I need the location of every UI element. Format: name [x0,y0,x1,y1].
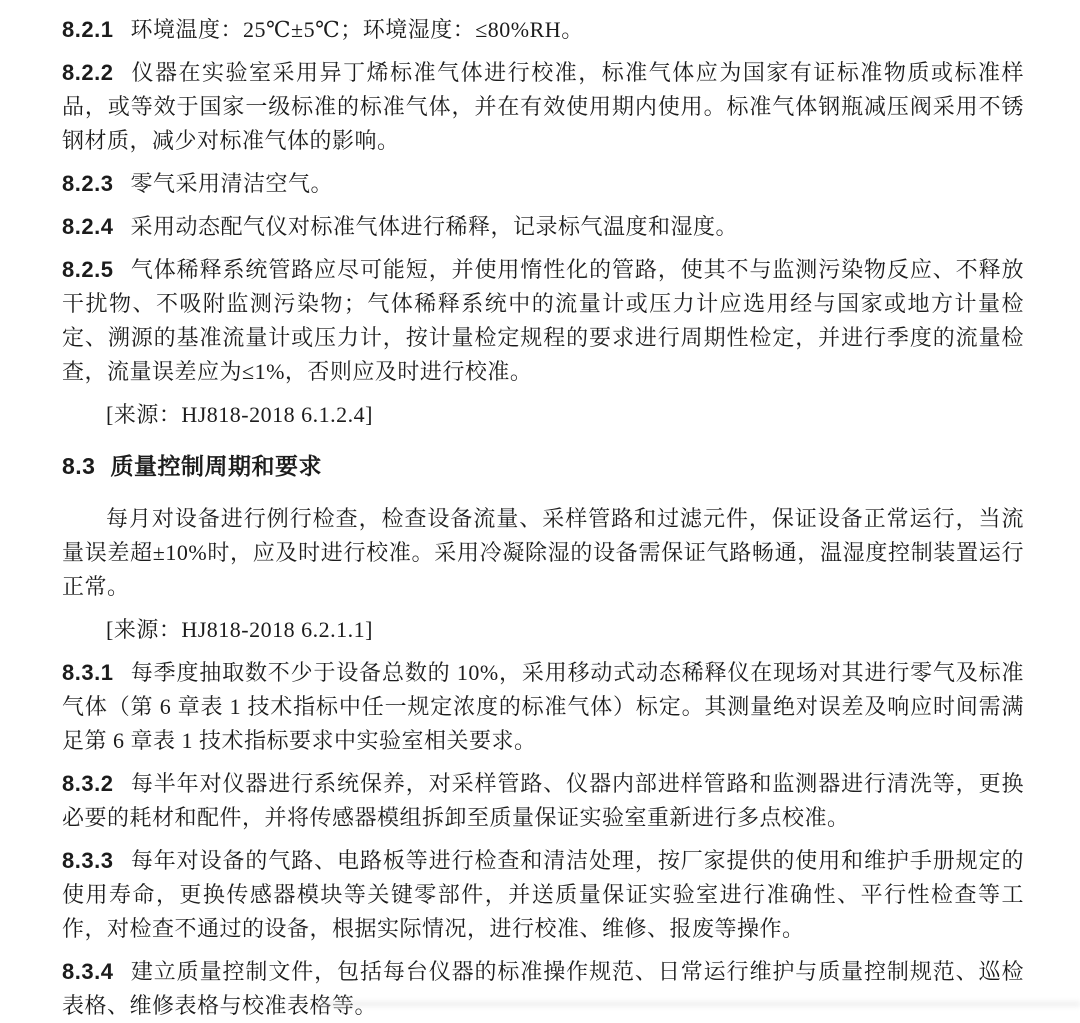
clause-text: 每季度抽取数不少于设备总数的 10%，采用移动式动态稀释仪在现场对其进行零气及标准气体（第 6 章表 1 技术指标中任一规定浓度的标准气体）标定。其测量绝对误差及响应时间需满足第 6 章表 1 技术指标要求中实验室相关要求。 [62,660,1024,753]
clause-text: 零气采用清洁空气。 [130,171,333,196]
clause-8-2-2 [62,56,1024,158]
body-paragraph-8-3: 每月对设备进行例行检查，检查设备流量、采样管路和过滤元件，保证设备正常运行，当流量误差超±10%时，应及时进行校准。采用冷凝除湿的设备需保证气路畅通，温湿度控制装置运行正常。 [62,506,1024,599]
clause-text: 每半年对仪器进行系统保养，对采样管路、仪器内部进样管路和监测器进行清洗等，更换必要的耗材和配件，并将传感器模组拆卸至质量保证实验室重新进行多点校准。 [62,771,1024,830]
source-reference-1: [来源：HJ818-2018 6.1.2.4] [106,402,373,427]
clause-8-2-3 [62,167,1024,201]
clause-number: 8.3.3 [62,848,114,873]
clause-8-3-4 [62,955,1024,1023]
clause-number: 8.2.3 [62,171,114,196]
clause-text: 仪器在实验室采用异丁烯标准气体进行校准，标准气体应为国家有证标准物质或标准样品，或等效于国家一级标准的标准气体，并在有效使用期内使用。标准气体钢瓶减压阀采用不锈钢材质，减少对标准气体的影响。 [62,60,1024,153]
source-reference-2: [来源：HJ818-2018 6.2.1.1] [106,617,373,642]
section-heading-8-3 [62,449,1024,483]
clause-number: 8.2.1 [62,17,114,42]
clause-text: 每年对设备的气路、电路板等进行检查和清洁处理，按厂家提供的使用和维护手册规定的使用寿命，更换传感器模块等关键零部件，并送质量保证实验室进行准确性、平行性检查等工作，对检查不通过的设备，根据实际情况，进行校准、维修、报废等操作。 [62,848,1024,941]
clause-text: 采用动态配气仪对标准气体进行稀释，记录标气温度和湿度。 [130,214,738,239]
clause-number: 8.3.4 [62,959,114,984]
clause-number: 8.3.1 [62,660,114,685]
clause-8-2-4 [62,210,1024,244]
clause-text: 建立质量控制文件，包括每台仪器的标准操作规范、日常运行维护与质量控制规范、巡检表格、维修表格与校准表格等。 [62,959,1024,1018]
section-number: 8.3 [62,453,96,479]
clause-text: 环境温度：25℃±5℃；环境湿度：≤80%RH。 [130,17,584,42]
clause-number: 8.3.2 [62,771,114,796]
clause-number: 8.2.4 [62,214,114,239]
clause-number: 8.2.2 [62,60,114,85]
clause-number: 8.2.5 [62,257,114,282]
clause-8-3-3 [62,844,1024,946]
clause-8-2-5 [62,253,1024,389]
clause-8-3-1 [62,656,1024,758]
section-title: 质量控制周期和要求 [110,453,322,479]
clause-8-3-2 [62,767,1024,835]
clause-text: 气体稀释系统管路应尽可能短，并使用惰性化的管路，使其不与监测污染物反应、不释放干扰物、不吸附监测污染物；气体稀释系统中的流量计或压力计应选用经与国家或地方计量检定、溯源的基准流量计或压力计，按计量检定规程的要求进行周期性检定，并进行季度的流量检查，流量误差应为≤1%，否则应及时进行校准。 [62,257,1024,384]
clause-8-2-1 [62,13,1024,47]
